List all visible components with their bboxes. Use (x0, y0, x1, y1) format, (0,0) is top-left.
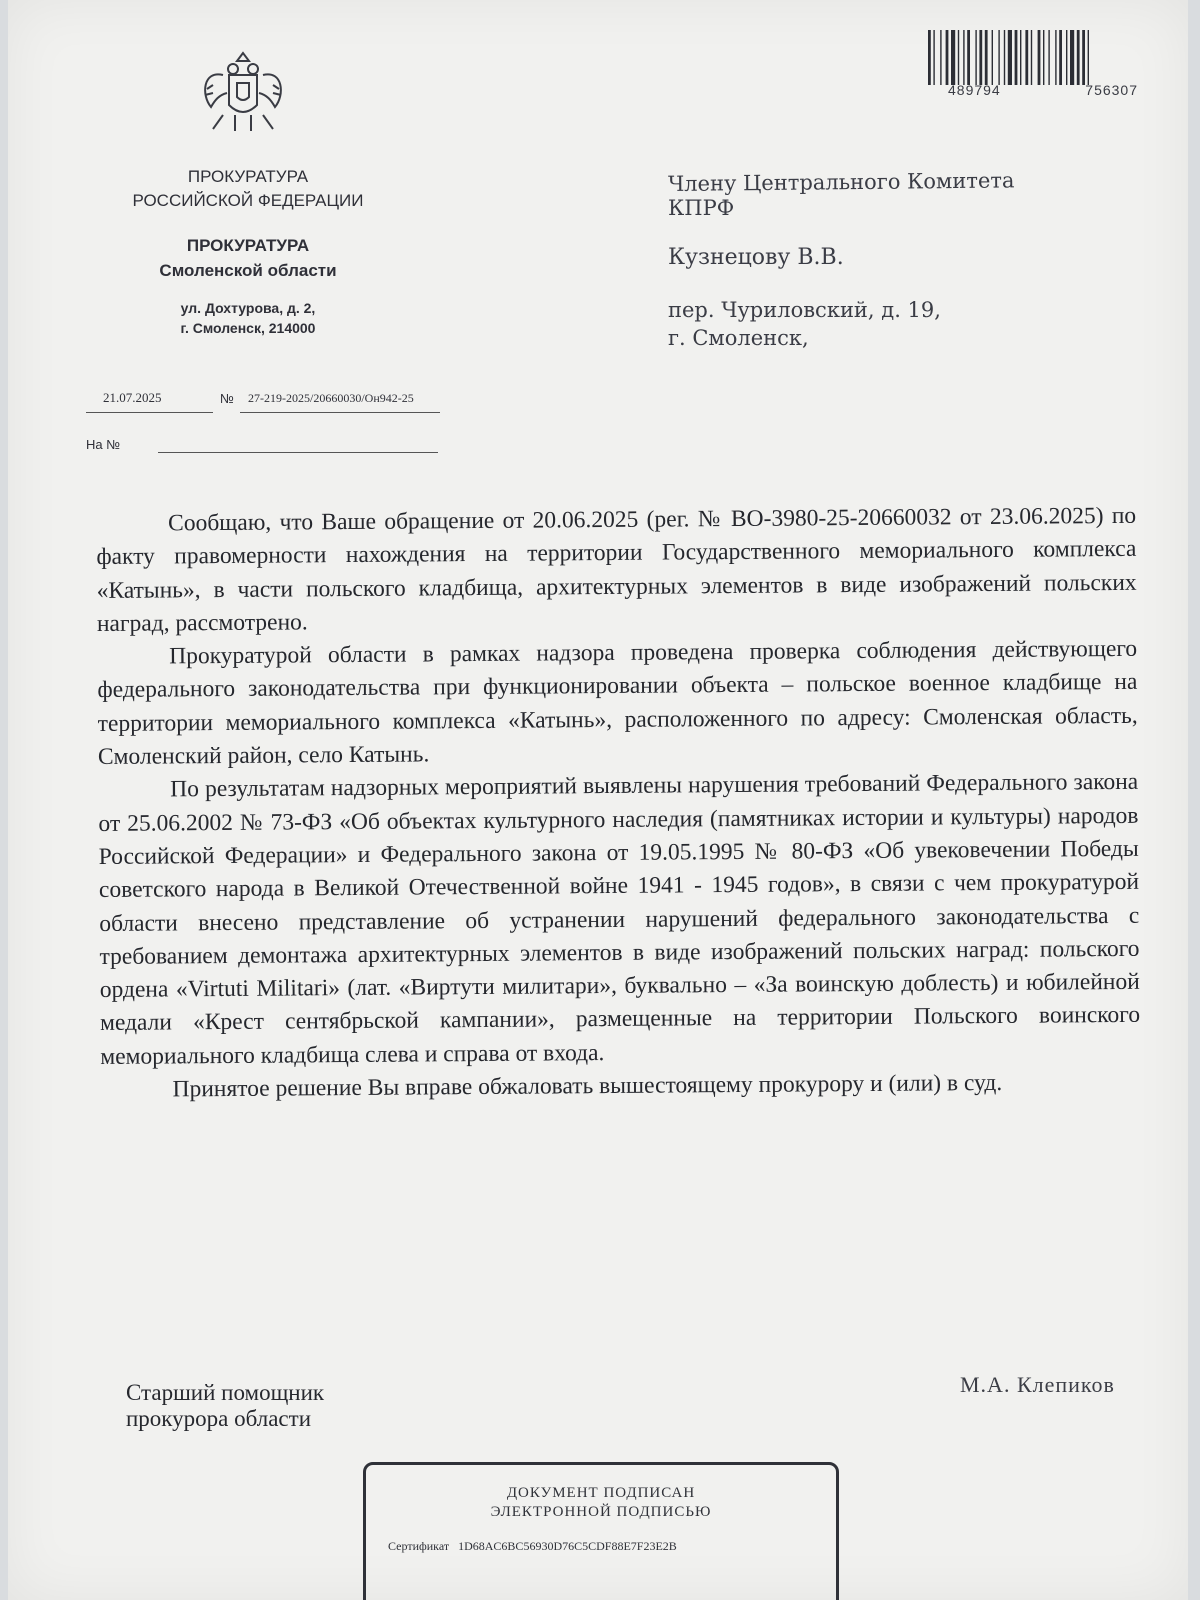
barcode-bar (940, 30, 941, 85)
date-underline (86, 412, 213, 413)
addressee-line-2: КПРФ (668, 196, 735, 220)
certificate-label: Сертификат (388, 1539, 450, 1553)
barcode (928, 30, 1133, 85)
russian-eagle-emblem-icon (193, 45, 293, 145)
letter-body (96, 500, 1141, 1107)
addressee-address-line-1: пер. Чуриловский, д. 19, (668, 298, 941, 322)
addressee-block (667, 168, 1128, 352)
barcode-bar (1070, 30, 1074, 85)
barcode-bar (1020, 30, 1021, 85)
body-paragraph-1: Сообщаю, что Ваше обращение от 20.06.2025 (рег. № ВО-3980-25-20660032 от 23.06.2025) по факту правомерности нахождения на территории Государственного мемориального комплекса «Катынь», в части польского кладбища, архитектурных элементов в виде изображений польских наград, рассмотрено. (96, 502, 1137, 637)
barcode-bar (963, 30, 964, 85)
barcode-bar (1008, 30, 1012, 85)
sender-address (68, 298, 428, 338)
barcode-bar (946, 30, 949, 85)
body-paragraph-2: Прокуратурой области в рамках надзора проведена проверка соблюдения действующего федерального законодательства при функционировании объекта – польское военное кладбище на территории мемориального комплекса «Катынь», расположенного по адресу: Смоленская область, Смоленский район, село Катынь. (97, 636, 1138, 771)
barcode-bar (1066, 30, 1067, 85)
barcode-bar (1043, 30, 1044, 85)
signer-title-line-2: прокурора области (126, 1406, 311, 1431)
document-number: 27-219-2025/20660030/Он942-25 (248, 391, 414, 405)
barcode-numbers (948, 82, 1138, 98)
org-line-2: РОССИЙСКОЙ ФЕДЕРАЦИИ (132, 191, 364, 210)
document-page (8, 0, 1188, 1600)
barcode-bar (1004, 30, 1005, 85)
signer-title (126, 1380, 324, 1432)
body-paragraph-4: Принятое решение Вы вправе обжаловать вышестоящему прокурору и (или) в суд. (172, 1069, 1003, 1103)
addressee-name: Кузнецову В.В. (668, 245, 844, 270)
sender-address-line-2: г. Смоленск, 214000 (180, 320, 316, 336)
sub-org-line-2: Смоленской области (159, 261, 337, 280)
sender-address-line-1: ул. Дохтурова, д. 2, (180, 300, 316, 316)
barcode-bar (928, 30, 931, 85)
stamp-certificate (366, 1539, 836, 1554)
barcode-bar (1031, 30, 1032, 85)
sub-org-line-1: ПРОКУРАТУРА (186, 236, 310, 255)
organization-name (68, 165, 428, 213)
sub-organization-name (68, 233, 428, 283)
barcode-bar (992, 30, 993, 85)
barcode-bar (985, 30, 988, 85)
number-label: № (220, 391, 234, 406)
addressee-address (668, 296, 1128, 352)
barcode-bar (967, 30, 970, 85)
org-line-1: ПРОКУРАТУРА (187, 167, 309, 186)
barcode-bar (958, 30, 959, 85)
barcode-bar (1048, 30, 1049, 85)
barcode-bar (979, 30, 982, 85)
barcode-bar (1015, 30, 1018, 85)
barcode-number-right: 756307 (1085, 82, 1138, 98)
addressee-line-1: Члену Центрального Комитета (667, 168, 1015, 196)
number-underline (240, 412, 440, 413)
stamp-line-2: ЭЛЕКТРОННОЙ ПОДПИСЬЮ (490, 1504, 712, 1520)
body-paragraph-3: По результатам надзорных мероприятий выявлены нарушения требований Федерального закона от 25.06.2002 № 73-ФЗ «Об объектах культурного наследия (памятниках истории и культуры) народов Российской Федерации» и Федерального закона от 19.05.1995 № 80-ФЗ «Об увековечении Победы советского народа в Великой Отечественной войне 1941 - 1945 годов», в связи с чем прокуратурой области внесено представление об устранении нарушений федерального законодательства с требованием демонтажа архитектурных элементов в виде изображений польских наград: польского ордена «Virtuti Militari» (лат. «Виртути милитари», буквально – «За воинскую доблесть) и юбилейной медали «Крест сентябрьской кампании», размещенные на территории Польского воинского мемориального кладбища слева и справа от входа. (98, 769, 1141, 1070)
barcode-bar (1077, 30, 1080, 85)
barcode-bar (1025, 30, 1028, 85)
signer-name: М.А. Клепиков (960, 1372, 1115, 1397)
barcode-bar (951, 30, 955, 85)
barcode-bar (1082, 30, 1085, 85)
barcode-bar (1059, 30, 1062, 85)
signer-title-line-1: Старший помощник (126, 1380, 325, 1405)
certificate-value: 1D68AC6BC56930D76C5CDF88E7F23E2B (458, 1539, 677, 1553)
barcode-number-left: 489794 (948, 82, 1001, 98)
barcode-bar (998, 30, 999, 85)
stamp-line-1: ДОКУМЕНТ ПОДПИСАН (506, 1485, 696, 1501)
addressee-address-line-2: г. Смоленск, (668, 326, 809, 350)
reply-to-label: На № (86, 437, 121, 452)
barcode-bar (1088, 30, 1089, 85)
barcode-bar (1055, 30, 1056, 85)
barcode-bar (975, 30, 976, 85)
barcode-bar (933, 30, 934, 85)
document-date: 21.07.2025 (103, 390, 162, 405)
barcode-bar (1038, 30, 1041, 85)
reply-to-underline (158, 452, 438, 453)
electronic-signature-stamp (363, 1462, 839, 1600)
